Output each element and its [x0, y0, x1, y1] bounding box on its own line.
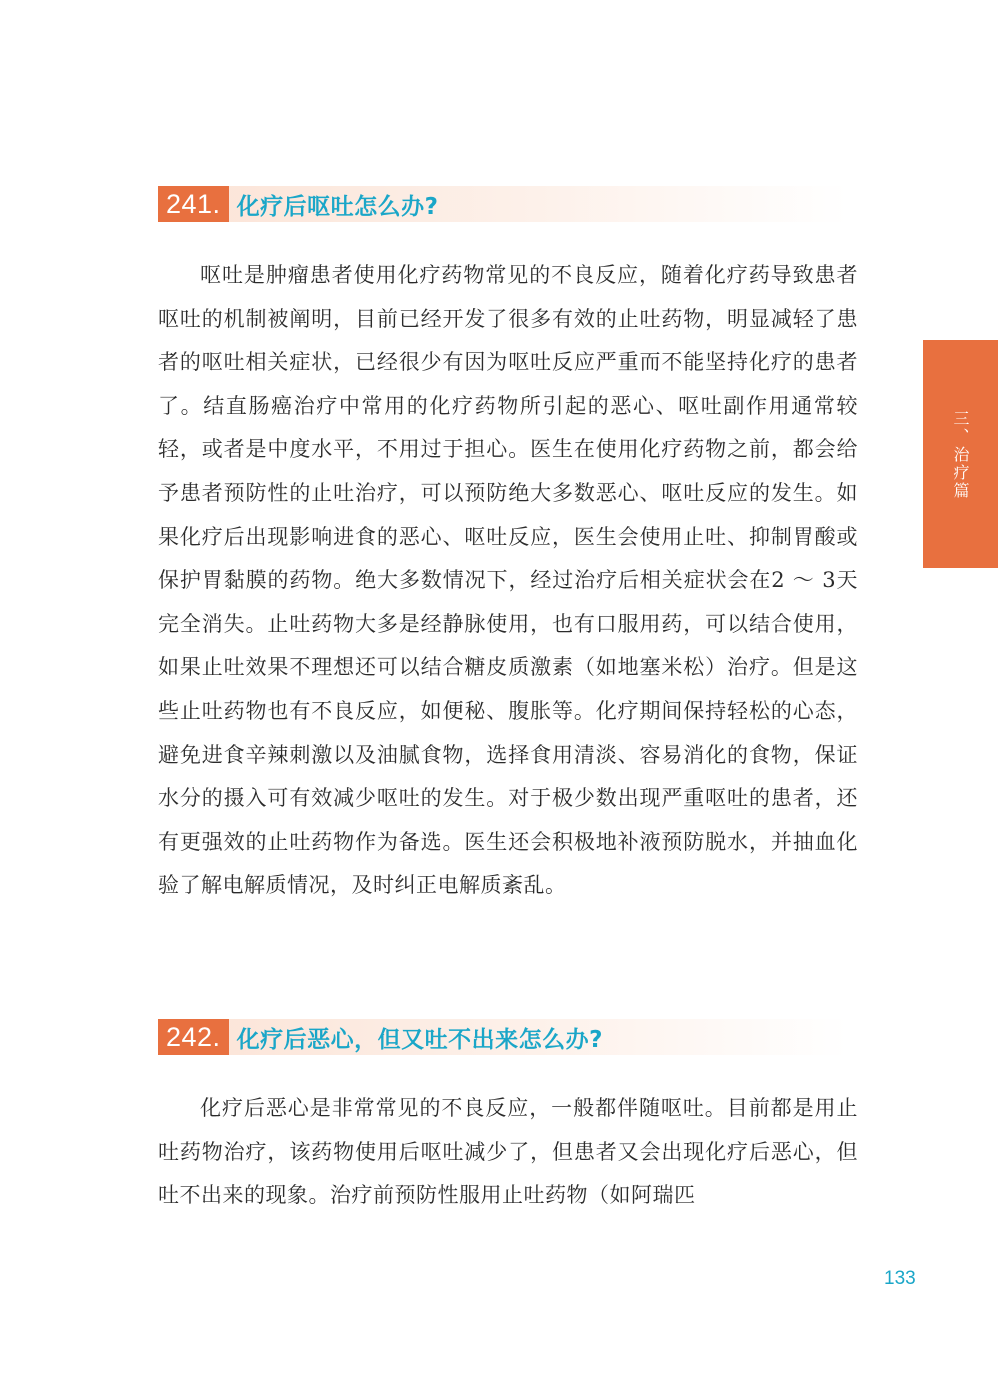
section-number: 241. [158, 186, 229, 222]
section-body-241: 呕吐是肿瘤患者使用化疗药物常见的不良反应，随着化疗药导致患者呕吐的机制被阐明，目前已经开发了很多有效的止吐药物，明显减轻了患者的呕吐相关症状，已经很少有因为呕吐反应严重而不能坚持化疗的患者了。结直肠癌治疗中常用的化疗药物所引起的恶心、呕吐副作用通常较轻，或者是中度水平，不用过于担心。医生在使用化疗药物之前，都会给予患者预防性的止吐治疗，可以预防绝大多数恶心、呕吐反应的发生。如果化疗后出现影响进食的恶心、呕吐反应，医生会使用止吐、抑制胃酸或保护胃黏膜的药物。绝大多数情况下，经过治疗后相关症状会在2 ～ 3天完全消失。止吐药物大多是经静脉使用，也有口服用药，可以结合使用，如果止吐效果不理想还可以结合糖皮质激素（如地塞米松）治疗。但是这些止吐药物也有不良反应，如便秘、腹胀等。化疗期间保持轻松的心态，避免进食辛辣刺激以及油腻食物，选择食用清淡、容易消化的食物，保证水分的摄入可有效减少呕吐的发生。对于极少数出现严重呕吐的患者，还有更强效的止吐药物作为备选。医生还会积极地补液预防脱水，并抽血化验了解电解质情况，及时纠正电解质紊乱。 [158, 263, 858, 898]
section-title: 化疗后呕吐怎么办? [236, 193, 439, 220]
section-heading-241 [158, 186, 848, 222]
section-number: 242. [158, 1019, 229, 1055]
chapter-label: 三、治疗篇 [951, 410, 970, 500]
page-number: 133 [884, 1268, 916, 1289]
section-title: 化疗后恶心，但又吐不出来怎么办? [236, 1026, 603, 1053]
chapter-side-tab [923, 340, 998, 568]
section-heading-242 [158, 1019, 848, 1055]
section-body-242: 化疗后恶心是非常常见的不良反应，一般都伴随呕吐。目前都是用止吐药物治疗，该药物使用后呕吐减少了，但患者又会出现化疗后恶心，但吐不出来的现象。治疗前预防性服用止吐药物（如阿瑞匹 [158, 1096, 858, 1208]
